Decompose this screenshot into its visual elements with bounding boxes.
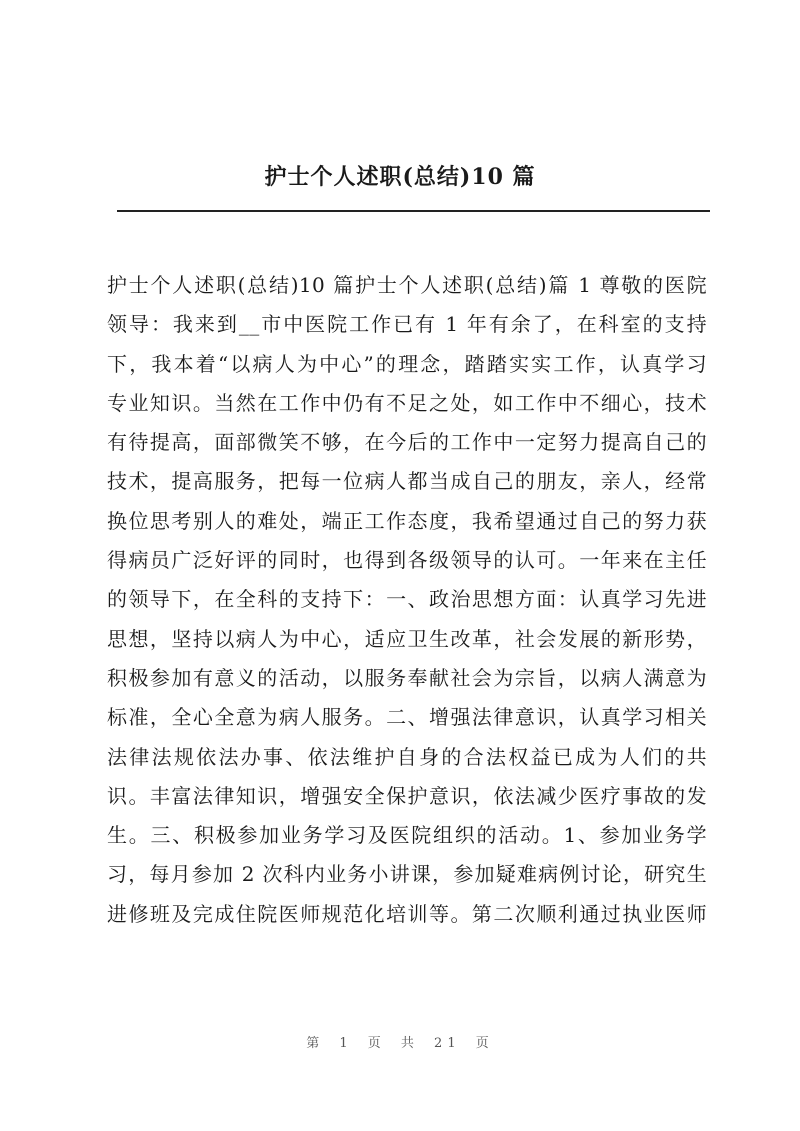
body-line: 领导：我来到__市中医院工作已有 1 年有余了，在科室的支持: [107, 312, 707, 337]
page-footer: 第 1 页 共 21 页: [306, 1036, 494, 1051]
body-line: 积极参加有意义的活动，以服务奉献社会为宗旨，以病人满意为: [107, 665, 707, 690]
body-line: 法律法规依法办事、依法维护自身的合法权益已成为人们的共: [107, 744, 707, 769]
document-title: 护士个人述职(总结)10 篇: [264, 164, 536, 190]
body-line: 下，我本着“以病人为中心”的理念，踏踏实实工作，认真学习: [107, 351, 707, 376]
body-line: 换位思考别人的难处，端正工作态度，我希望通过自己的努力获: [107, 508, 707, 533]
title-divider: [117, 210, 710, 212]
body-line: 思想，坚持以病人为中心，适应卫生改革，社会发展的新形势，: [107, 626, 707, 651]
body-line: 生。三、积极参加业务学习及医院组织的活动。1、参加业务学: [107, 823, 707, 848]
document-body: [107, 266, 707, 934]
body-line: 有待提高，面部微笑不够，在今后的工作中一定努力提高自己的: [107, 430, 707, 455]
body-line: 得病员广泛好评的同时，也得到各级领导的认可。一年来在主任: [107, 548, 707, 573]
body-line: 进修班及完成住院医师规范化培训等。第二次顺利通过执业医师: [107, 901, 707, 926]
body-line: 的领导下，在全科的支持下：一、政治思想方面：认真学习先进: [107, 587, 707, 612]
body-line: 标准，全心全意为病人服务。二、增强法律意识，认真学习相关: [107, 705, 707, 730]
body-line: 护士个人述职(总结)10 篇护士个人述职(总结)篇 1 尊敬的医院: [107, 273, 707, 297]
body-line: 专业知识。当然在工作中仍有不足之处，如工作中不细心，技术: [107, 390, 707, 415]
body-line: 习，每月参加 2 次科内业务小讲课，参加疑难病例讨论，研究生: [107, 862, 707, 887]
body-line: 识。丰富法律知识，增强安全保护意识，依法减少医疗事故的发: [107, 783, 707, 808]
body-line: 技术，提高服务，把每一位病人都当成自己的朋友，亲人，经常: [107, 469, 707, 494]
